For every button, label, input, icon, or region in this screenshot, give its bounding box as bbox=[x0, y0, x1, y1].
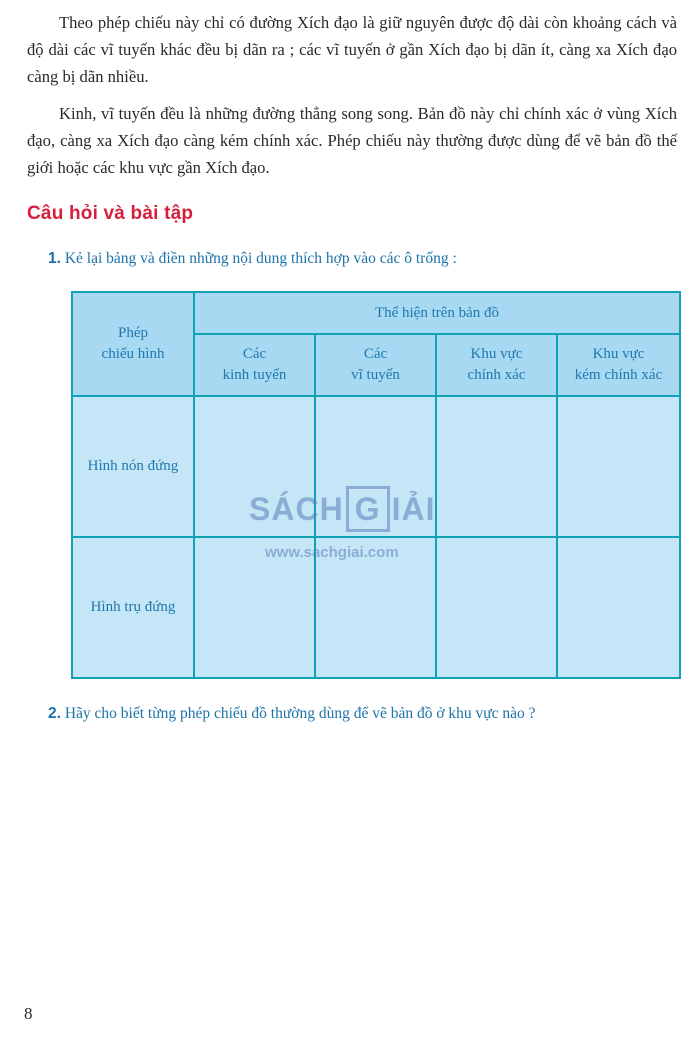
question-1-text: Kẻ lại bảng và điền những nội dung thích hợp vào các ô trống : bbox=[64, 250, 457, 267]
group-header: Thể hiện trên bản đồ bbox=[194, 292, 680, 334]
question-2-text: Hãy cho biết từng phép chiếu đồ thường dùng để vẽ bản đồ ở khu vực nào ? bbox=[64, 705, 536, 722]
watermark-logo: SÁCH G IẢI bbox=[249, 486, 435, 532]
empty-cell[interactable] bbox=[315, 396, 436, 537]
empty-cell[interactable] bbox=[557, 537, 680, 678]
section-title: Câu hỏi và bài tập bbox=[27, 203, 194, 224]
question-1-number: 1. bbox=[48, 250, 61, 267]
projection-table bbox=[71, 291, 681, 679]
empty-cell[interactable] bbox=[194, 396, 315, 537]
column-header-inaccurate-area: Khu vực kém chính xác bbox=[557, 334, 680, 396]
row-label-cylindrical: Hình trụ đứng bbox=[72, 537, 194, 678]
table-row bbox=[72, 396, 680, 537]
question-2-number: 2. bbox=[48, 705, 61, 722]
row-label-conic: Hình nón đứng bbox=[72, 396, 194, 537]
column-header-parallels: Các vĩ tuyến bbox=[315, 334, 436, 396]
empty-cell[interactable] bbox=[194, 537, 315, 678]
empty-cell[interactable] bbox=[436, 537, 557, 678]
empty-cell[interactable] bbox=[436, 396, 557, 537]
empty-cell[interactable] bbox=[557, 396, 680, 537]
question-2 bbox=[48, 703, 536, 725]
paragraph-1: Theo phép chiếu này chỉ có đường Xích đạo là giữ nguyên được độ dài còn khoảng cách và độ dài các vĩ tuyến khác đều bị dãn ra ; các vĩ tuyến ở gần Xích đạo bị dãn ít, càng xa Xích đạo càng bị dãn nhiều. bbox=[27, 13, 677, 86]
empty-cell[interactable] bbox=[315, 537, 436, 678]
watermark-url: www.sachgiai.com bbox=[265, 544, 399, 561]
corner-header: Phép chiếu hình bbox=[72, 292, 194, 396]
question-1 bbox=[48, 248, 457, 270]
table-row bbox=[72, 537, 680, 678]
column-header-accurate-area: Khu vực chính xác bbox=[436, 334, 557, 396]
page-number: 8 bbox=[24, 1004, 33, 1023]
paragraph-2: Kinh, vĩ tuyến đều là những đường thẳng song song. Bản đồ này chỉ chính xác ở vùng Xích đạo, càng xa Xích đạo càng kém chính xác. Phép chiếu này thường được dùng để vẽ bản đồ thế giới hoặc các khu vực gần Xích đạo. bbox=[27, 104, 677, 177]
column-header-meridians: Các kinh tuyến bbox=[194, 334, 315, 396]
